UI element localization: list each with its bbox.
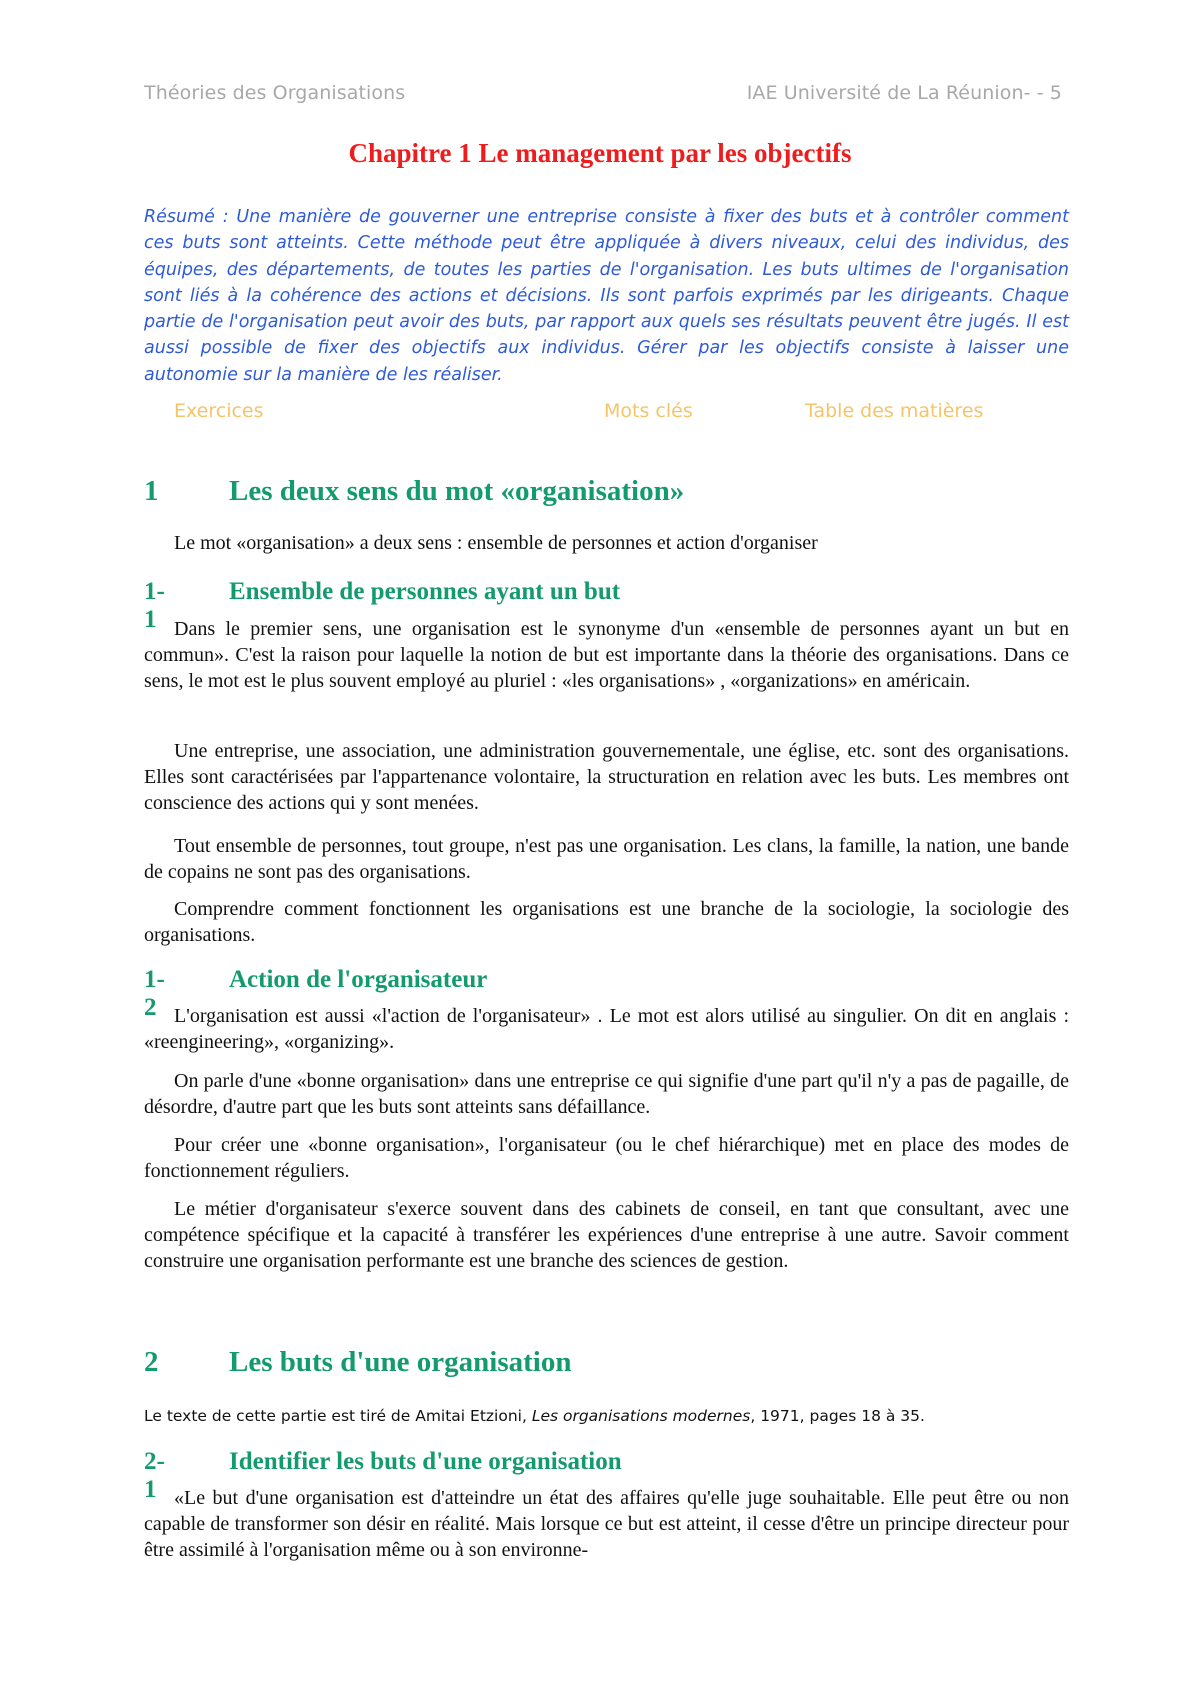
paragraph: L'organisation est aussi «l'action de l'organisateur» . Le mot est alors utilisé au singulier. On dit en anglais : «reengineering», «organizing». — [144, 1005, 1069, 1053]
source-note — [144, 1405, 1069, 1427]
chapter-links — [0, 400, 1200, 426]
mots-cles-link[interactable]: Mots clés — [604, 400, 693, 422]
source-book-title: Les organisations modernes — [531, 1407, 751, 1425]
paragraph: Une entreprise, une association, une administration gouvernementale, une église, etc. sont des organisations. Elles sont caractérisées par l'appartenance volontaire, la structuration en relation avec les buts. Les membres ont conscience des actions qui y sont menées. — [144, 740, 1069, 814]
source-note-prefix: Le texte de cette partie est tiré de Amitai Etzioni, — [144, 1407, 532, 1425]
exercices-link[interactable]: Exercices — [174, 400, 264, 422]
subsection-number: 1-2 — [144, 966, 165, 1021]
section-title: Les deux sens du mot «organisation» — [229, 475, 685, 507]
subsection-title: Action de l'organisateur — [229, 966, 488, 993]
chapter-title: Chapitre 1 Le management par les objectifs — [348, 138, 852, 168]
section-number: 2 — [144, 1346, 159, 1378]
section-1-intro: Le mot «organisation» a deux sens : ensemble de personnes et action d'organiser — [174, 532, 818, 554]
running-header-right: IAE Université de La Réunion- - 5 — [746, 82, 1062, 104]
section-number: 1 — [144, 475, 159, 507]
paragraph: Comprendre comment fonctionnent les organisations est une branche de la sociologie, la sociologie des organisations. — [144, 898, 1069, 946]
paragraph: Pour créer une «bonne organisation», l'organisateur (ou le chef hiérarchique) met en place des modes de fonctionnement réguliers. — [144, 1134, 1069, 1182]
paragraph: Tout ensemble de personnes, tout groupe, n'est pas une organisation. Les clans, la famille, la nation, une bande de copains ne sont pas des organisations. — [144, 835, 1069, 883]
paragraph: Le métier d'organisateur s'exerce souvent dans des cabinets de conseil, en tant que consultant, avec une compétence spécifique et la capacité à transférer les expériences d'une entreprise à une autre. Savoir comment construire une organisation performante est une branche des sciences de gestion. — [144, 1198, 1069, 1272]
subsection-number: 1-1 — [144, 578, 165, 633]
subsection-number: 2-1 — [144, 1448, 165, 1503]
table-des-matieres-link[interactable]: Table des matières — [805, 400, 984, 422]
paragraph: Dans le premier sens, une organisation est le synonyme d'un «ensemble de personnes ayant un but en commun». C'est la raison pour laquelle la notion de but est importante dans la théorie des organisations. Dans ce sens, le mot est le plus souvent employé au pluriel : «les organisations» , «organizations» en américain. — [144, 618, 1069, 692]
source-note-suffix: , 1971, pages 18 à 35. — [750, 1407, 925, 1425]
chapter-abstract: Résumé : Une manière de gouverner une entreprise consiste à fixer des buts et à contrôler comment ces buts sont atteints. Cette méthode peut être appliquée à divers niveaux, celui des individus, des équipes, des départements, de toutes les parties de l'organisation. Les buts ultimes de l'organisation sont liés à la cohérence des actions et décisions. Ils sont parfois exprimés par les dirigeants. Chaque partie de l'organisation peut avoir des buts, par rapport aux quels ses résultats peuvent être jugés. Il est aussi possible de fixer des objectifs aux individus. Gérer par les objectifs consiste à laisser une autonomie sur la manière de les réaliser. — [144, 207, 1069, 385]
subsection-title: Identifier les buts d'une organisation — [229, 1448, 622, 1475]
section-title: Les buts d'une organisation — [229, 1346, 572, 1378]
paragraph: On parle d'une «bonne organisation» dans une entreprise ce qui signifie d'une part qu'il n'y a pas de pagaille, de désordre, d'autre part que les buts sont atteints sans défaillance. — [144, 1070, 1069, 1118]
subsection-title: Ensemble de personnes ayant un but — [229, 578, 621, 605]
running-header-left: Théories des Organisations — [144, 82, 406, 104]
paragraph: «Le but d'une organisation est d'atteindre un état des affaires qu'elle juge souhaitable. Elle peut être ou non capable de transformer son désir en réalité. Mais lorsque ce but est atteint, il cesse d'être un principe directeur pour être assimilé à l'organisation même ou à son environne- — [144, 1487, 1069, 1561]
